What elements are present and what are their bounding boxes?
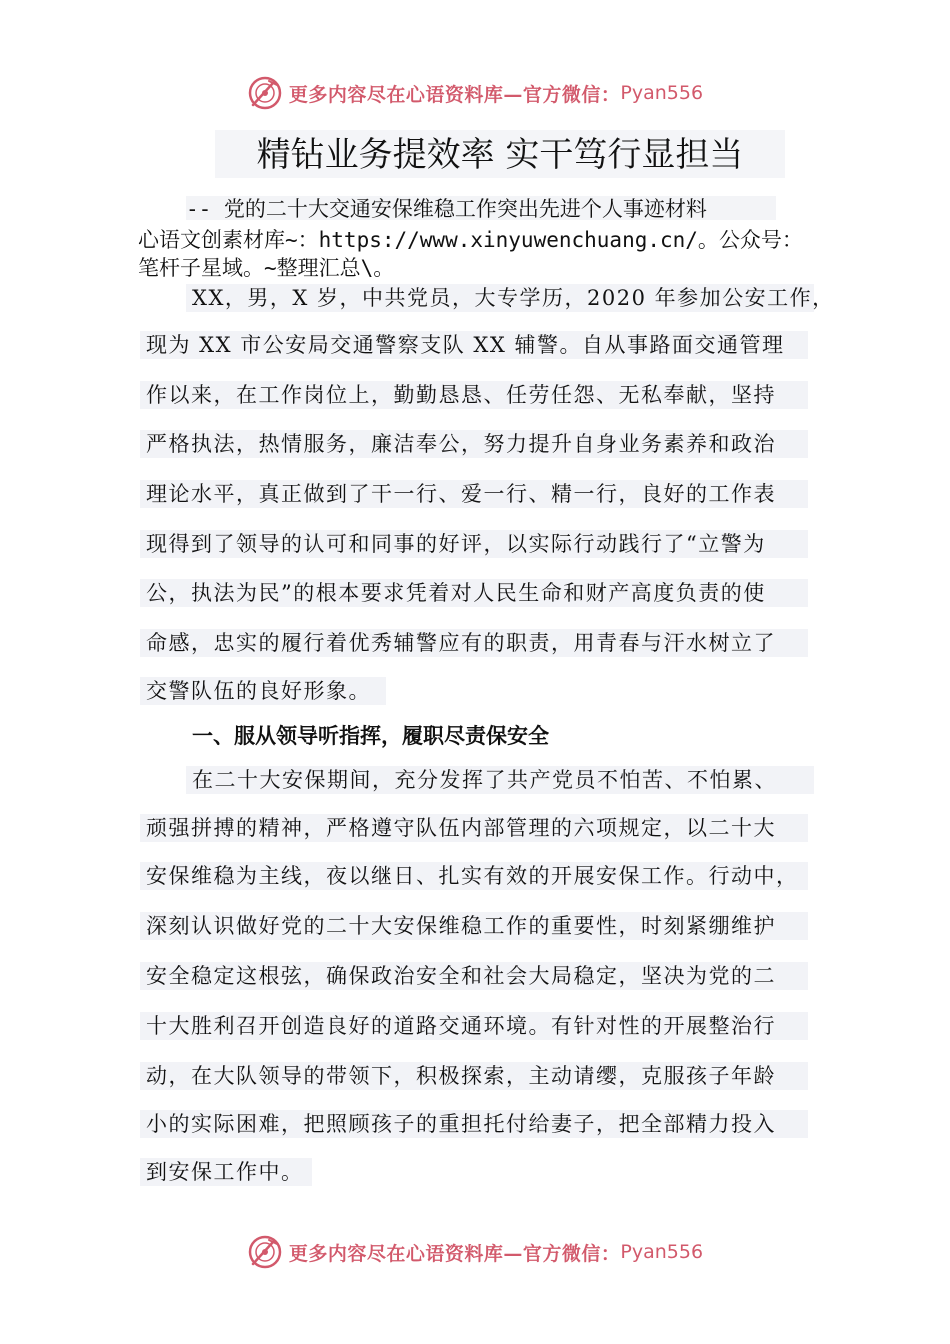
vinyl-record-icon [247, 75, 283, 111]
paragraph-line: 十大胜利召开创造良好的道路交通环境。有针对性的开展整治行 [146, 1014, 776, 1038]
watermark-text: 更多内容尽在心语资料库—官方微信： [288, 83, 621, 106]
paragraph-line: 深刻认识做好党的二十大安保维稳工作的重要性，时刻紧绷维护 [146, 914, 776, 938]
vinyl-record-icon [247, 1234, 283, 1270]
paragraph-line: 交警队伍的良好形象。 [146, 679, 371, 703]
watermark-text: 更多内容尽在心语资料库—官方微信： [288, 1242, 621, 1265]
paragraph-line: 到安保工作中。 [146, 1160, 304, 1184]
paragraph-line: 命感，忠实的履行着优秀辅警应有的职责，用青春与汗水树立了 [146, 631, 776, 655]
paragraph-line: 在二十大安保期间，充分发挥了共产党员不怕苦、不怕累、 [192, 768, 777, 792]
document-subtitle: -- 党的二十大交通安保维稳工作突出先进个人事迹材料 [186, 197, 707, 221]
watermark-id: Pyan556 [620, 1241, 704, 1263]
paragraph-line: 安全稳定这根弦，确保政治安全和社会大局稳定，坚决为党的二 [146, 964, 776, 988]
paragraph-line: 顽强拼搏的精神，严格遵守队伍内部管理的六项规定，以二十大 [146, 816, 776, 840]
paragraph-line: 公，执法为民”的根本要求凭着对人民生命和财产高度负责的使 [146, 581, 766, 605]
paragraph-line: 现得到了领导的认可和同事的好评，以实际行动践行了“立警为 [146, 532, 766, 556]
paragraph-line: 理论水平，真正做到了干一行、爱一行、精一行，良好的工作表 [146, 482, 776, 506]
watermark-banner-top [0, 73, 950, 113]
paragraph-line: XX，男，X 岁，中共党员，大专学历，2020 年参加公安工作， [192, 286, 835, 310]
paragraph-line: 动，在大队领导的带领下，积极探索，主动请缨，克服孩子年龄 [146, 1064, 776, 1088]
watermark-banner-bottom [0, 1232, 950, 1272]
paragraph-line: 安保维稳为主线，夜以继日、扎实有效的开展安保工作。行动中， [146, 864, 799, 888]
paragraph-line: 现为 XX 市公安局交通警察支队 XX 辅警。自从事路面交通管理 [146, 333, 785, 357]
source-line-1: 心语文创素材库~：https://www.xinyuwenchuang.cn/。公众号： [138, 228, 803, 252]
document-title: 精钻业务提效率 实干笃行显担当 [256, 135, 744, 175]
paragraph-line: 小的实际困难，把照顾孩子的重担托付给妻子，把全部精力投入 [146, 1112, 776, 1136]
source-line-2: 笔杆子星域。~整理汇总\。 [138, 256, 395, 280]
section-heading-1: 一、服从领导听指挥，履职尽责保安全 [192, 724, 549, 748]
paragraph-line: 作以来，在工作岗位上，勤勤恳恳、任劳任怨、无私奉献，坚持 [146, 383, 776, 407]
watermark-id: Pyan556 [620, 82, 704, 104]
paragraph-line: 严格执法，热情服务，廉洁奉公，努力提升自身业务素养和政治 [146, 432, 776, 456]
